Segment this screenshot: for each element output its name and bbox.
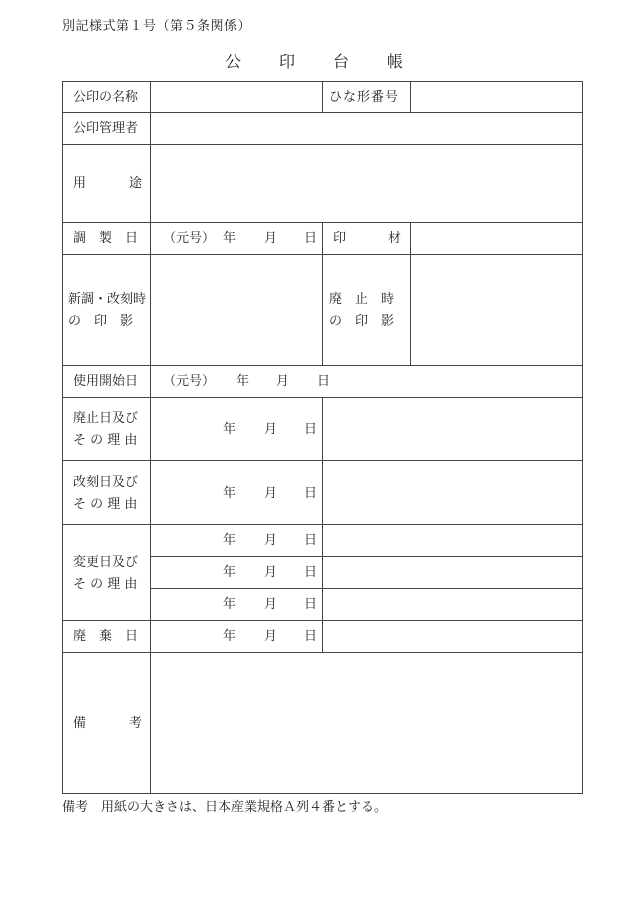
change-reason-2-field[interactable] [323,557,581,587]
abolish-date-month: 月 [264,422,278,437]
change-date-1-month: 月 [264,533,278,548]
start-date-label: 使用開始日 [73,374,139,389]
change-date-3-day: 日 [304,597,318,612]
abolish-imprint-area[interactable] [411,256,581,364]
abolish-reason-field[interactable] [323,399,581,459]
recarve-date-day: 日 [304,486,318,501]
remarks-label-2: 考 [129,716,143,731]
abolish-date-day: 日 [304,422,318,437]
remarks-field[interactable] [151,654,581,792]
disposal-date-year: 年 [223,629,237,644]
disposal-date-month: 月 [264,629,278,644]
change-date-1-day: 日 [304,533,318,548]
made-date-month: 月 [264,231,278,246]
seal-manager-field[interactable] [151,114,581,143]
paper-size-note: 備考 用紙の大きさは、日本産業規格Ａ列４番とする。 [62,800,388,815]
purpose-label-2: 途 [129,176,143,191]
start-date-day: 日 [317,374,331,389]
new-imprint-area[interactable] [151,256,321,364]
change-date-2-day: 日 [304,565,318,580]
change-reason-1-field[interactable] [323,525,581,555]
recarve-reason-label-2: そ の 理 由 [73,497,138,512]
new-imprint-label-2: の 印 影 [68,314,134,329]
start-date-month: 月 [276,374,290,389]
change-date-3-month: 月 [264,597,278,612]
seal-register-table [62,81,583,794]
start-date-year: 年 [236,374,250,389]
abolish-imprint-label-2: の 印 影 [329,314,395,329]
made-date-year: 年 [223,231,237,246]
made-date-gengo: （元号） [163,231,216,246]
hinagata-number-label: ひな形番号 [329,90,400,105]
seal-manager-label: 公印管理者 [73,121,139,136]
abolish-reason-label-1: 廃止日及び [73,411,139,426]
change-reason-3-field[interactable] [323,589,581,619]
material-field[interactable] [411,224,581,253]
disposal-date-label: 廃 棄 日 [73,629,139,644]
hinagata-number-field[interactable] [411,83,581,111]
purpose-field[interactable] [151,146,581,221]
change-reason-label-1: 変更日及び [73,555,139,570]
seal-name-field[interactable] [151,83,321,111]
change-date-1-year: 年 [223,533,237,548]
form-identifier: 別記様式第１号（第５条関係） [62,19,252,34]
made-date-label: 調 製 日 [73,231,139,246]
abolish-reason-label-2: そ の 理 由 [73,433,138,448]
recarve-reason-label-1: 改刻日及び [73,475,139,490]
abolish-date-year: 年 [223,422,237,437]
change-date-2-year: 年 [223,565,237,580]
abolish-imprint-label-1: 廃 止 時 [329,292,395,307]
page-title: 公 印 台 帳 [224,52,405,71]
change-date-3-year: 年 [223,597,237,612]
change-date-2-month: 月 [264,565,278,580]
seal-name-label: 公印の名称 [73,90,139,105]
recarve-date-month: 月 [264,486,278,501]
start-date-gengo: （元号） [163,374,216,389]
recarve-date-year: 年 [223,486,237,501]
recarve-reason-field[interactable] [323,462,581,523]
material-label-1: 印 [333,231,347,246]
new-imprint-label-1: 新調・改刻時 [68,292,147,307]
disposal-date-day: 日 [304,629,318,644]
made-date-day: 日 [304,231,318,246]
remarks-label-1: 備 [73,716,87,731]
change-reason-label-2: そ の 理 由 [73,577,138,592]
material-label-2: 材 [388,231,402,246]
purpose-label-1: 用 [73,176,87,191]
